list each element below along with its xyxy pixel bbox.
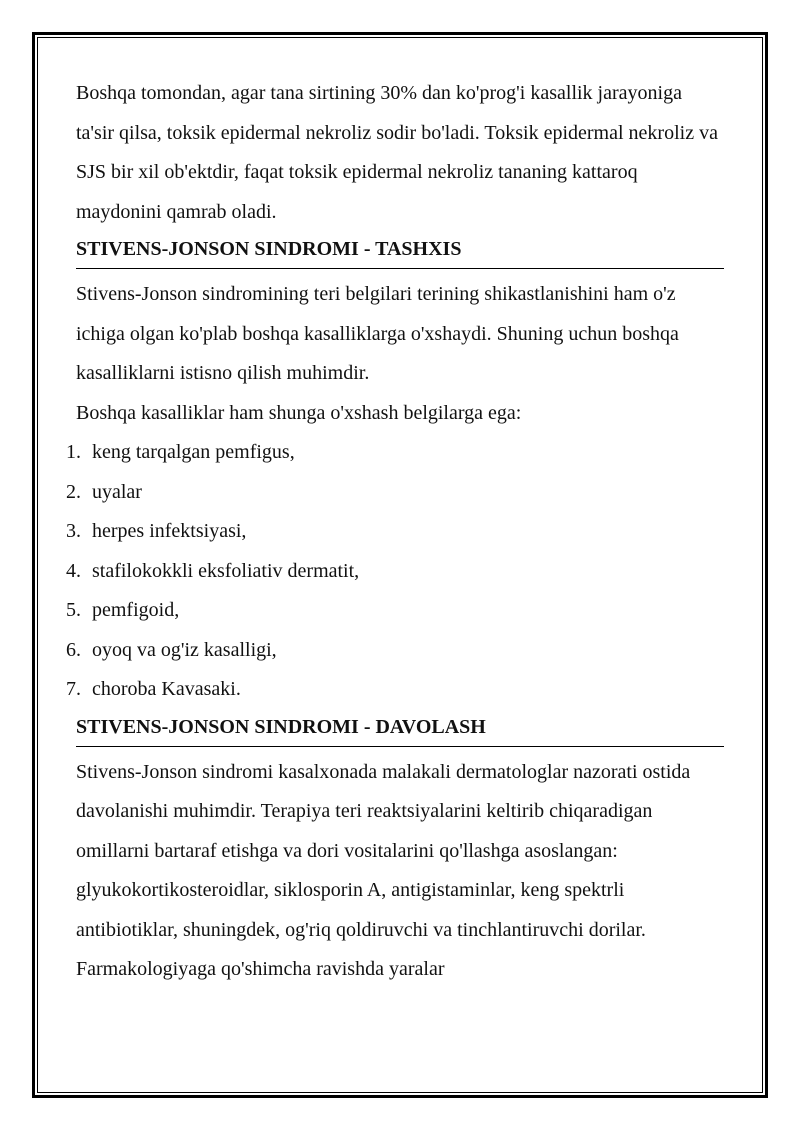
list-item-text: herpes infektsiyasi, <box>92 520 247 542</box>
treatment-paragraph: Stivens-Jonson sindromi kasalxonada malakali dermatologlar nazorati ostida davolanishi muhimdir. Terapiya teri reaktsiyalarini keltirib chiqaradigan omillarni bartaraf etishga va dori vositalarini qo'llashga asoslangan: glyukokortikosteroidlar, siklosporin A, antigistaminlar, keng spektrli antibiotiklar, shuningdek, og'riq qoldiruvchi va tinchlantiruvchi dorilar. Farmakologiyaga qo'shimcha ravishda yaralar <box>76 760 691 980</box>
list-item-text: keng tarqalgan pemfigus, <box>92 441 295 463</box>
list-item-number: 6. <box>66 638 81 661</box>
list-item <box>66 433 724 473</box>
list-item <box>66 631 724 671</box>
similar-diseases-list <box>66 433 724 710</box>
document-body <box>66 74 724 990</box>
list-item-number: 1. <box>66 441 81 463</box>
list-intro: Boshqa kasalliklar ham shunga o'xshash belgilarga ega: <box>76 401 522 424</box>
list-item <box>66 552 724 592</box>
list-item-number: 2. <box>66 480 81 503</box>
list-item-number: 3. <box>66 520 81 542</box>
list-item <box>66 670 724 710</box>
list-item <box>66 591 724 631</box>
list-item <box>66 473 724 513</box>
list-item-text: oyoq va og'iz kasalligi, <box>92 638 277 661</box>
section-heading-diagnosis: STIVENS-JONSON SINDROMI - TASHXIS <box>76 232 724 269</box>
list-item-number: 5. <box>66 599 81 621</box>
list-item-text: choroba Kavasaki. <box>92 678 241 700</box>
list-item-text: stafilokokkli eksfoliativ dermatit, <box>92 559 360 582</box>
list-item <box>66 512 724 552</box>
section-heading-treatment: STIVENS-JONSON SINDROMI - DAVOLASH <box>76 710 724 747</box>
intro-paragraph: Boshqa tomondan, agar tana sirtining 30% dan ko'prog'i kasallik jarayoniga ta'sir qilsa, toksik epidermal nekroliz sodir bo'ladi. Toksik epidermal nekroliz va SJS bir xil ob'ektdir, faqat toksik epidermal nekroliz tananing kattaroq maydonini qamrab oladi. <box>76 82 718 223</box>
list-item-number: 7. <box>66 678 81 700</box>
list-item-text: pemfigoid, <box>92 599 180 621</box>
diagnosis-paragraph: Stivens-Jonson sindromining teri belgilari terining shikastlanishini ham o'z ichiga olgan ko'plab boshqa kasalliklarga o'xshaydi. Shuning uchun boshqa kasalliklarni istisno qilish muhimdir. <box>76 283 679 384</box>
list-item-number: 4. <box>66 559 81 582</box>
list-item-text: uyalar <box>92 480 142 503</box>
